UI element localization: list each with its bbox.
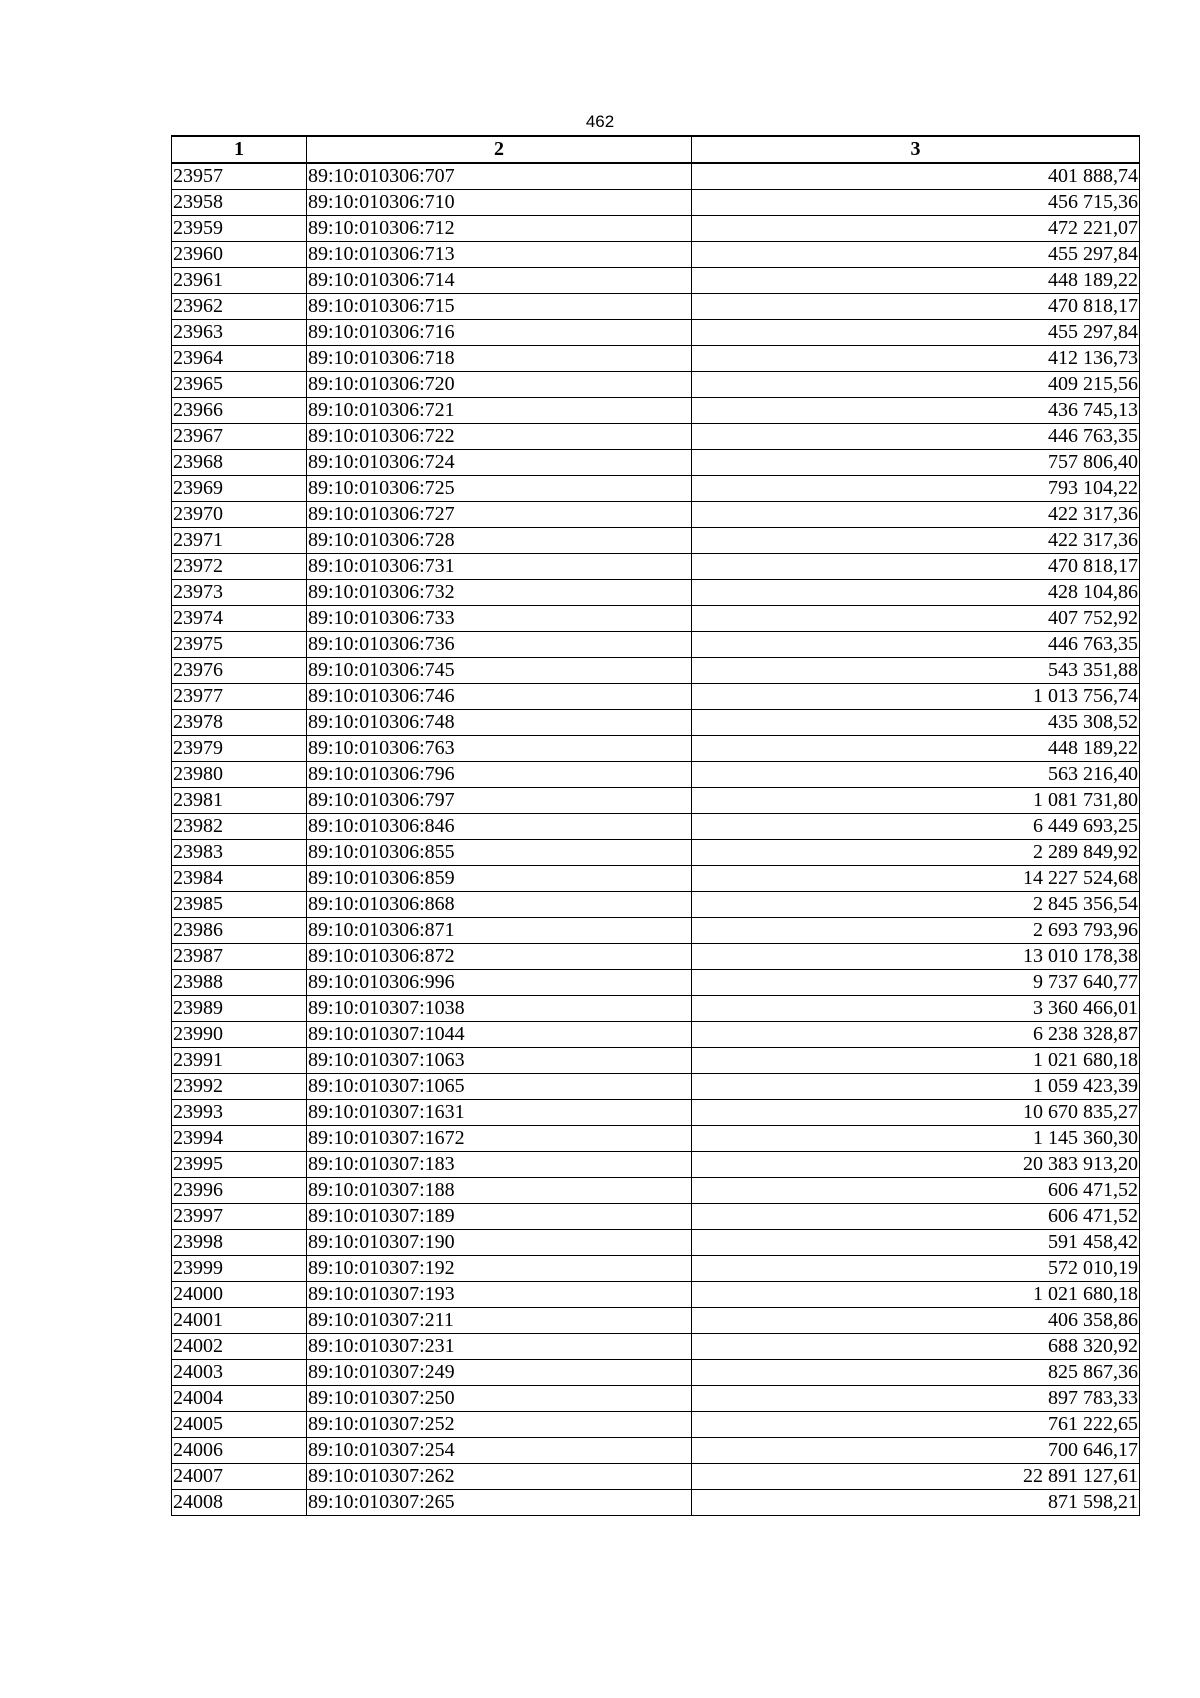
cadastral-number-cell: 89:10:010306:859 [307, 866, 692, 892]
table-row [172, 892, 1140, 918]
header-row [172, 136, 1140, 163]
cadastral-value-cell: 606 471,52 [692, 1178, 1140, 1204]
table-row [172, 840, 1140, 866]
cadastral-number-cell: 89:10:010306:748 [307, 710, 692, 736]
row-number-cell: 24007 [172, 1464, 307, 1490]
row-number-cell: 23961 [172, 268, 307, 294]
row-number-cell: 23965 [172, 372, 307, 398]
table-row [172, 163, 1140, 190]
row-number-cell: 23967 [172, 424, 307, 450]
cadastral-value-cell: 2 289 849,92 [692, 840, 1140, 866]
row-number-cell: 23995 [172, 1152, 307, 1178]
cadastral-number-cell: 89:10:010306:710 [307, 190, 692, 216]
cadastral-value-cell: 1 013 756,74 [692, 684, 1140, 710]
cadastral-value-cell: 543 351,88 [692, 658, 1140, 684]
row-number-cell: 23963 [172, 320, 307, 346]
cadastral-value-cell: 757 806,40 [692, 450, 1140, 476]
row-number-cell: 23962 [172, 294, 307, 320]
cadastral-value-cell: 700 646,17 [692, 1438, 1140, 1464]
cadastral-value-cell: 13 010 178,38 [692, 944, 1140, 970]
row-number-cell: 23996 [172, 1178, 307, 1204]
row-number-cell: 24003 [172, 1360, 307, 1386]
cadastral-value-cell: 446 763,35 [692, 632, 1140, 658]
table-row [172, 1204, 1140, 1230]
row-number-cell: 23979 [172, 736, 307, 762]
row-number-cell: 23959 [172, 216, 307, 242]
cadastral-value-cell: 871 598,21 [692, 1490, 1140, 1516]
table-row [172, 216, 1140, 242]
row-number-cell: 23994 [172, 1126, 307, 1152]
cadastral-number-cell: 89:10:010307:1672 [307, 1126, 692, 1152]
cadastral-value-cell: 563 216,40 [692, 762, 1140, 788]
cadastral-number-cell: 89:10:010307:189 [307, 1204, 692, 1230]
cadastral-number-cell: 89:10:010306:716 [307, 320, 692, 346]
row-number-cell: 23993 [172, 1100, 307, 1126]
row-number-cell: 23982 [172, 814, 307, 840]
table-row [172, 1230, 1140, 1256]
cadastral-number-cell: 89:10:010306:733 [307, 606, 692, 632]
row-number-cell: 23968 [172, 450, 307, 476]
cadastral-number-cell: 89:10:010307:265 [307, 1490, 692, 1516]
row-number-cell: 23980 [172, 762, 307, 788]
row-number-cell: 23999 [172, 1256, 307, 1282]
row-number-cell: 24001 [172, 1308, 307, 1334]
cadastral-number-cell: 89:10:010307:1065 [307, 1074, 692, 1100]
cadastral-number-cell: 89:10:010307:1063 [307, 1048, 692, 1074]
cadastral-value-cell: 761 222,65 [692, 1412, 1140, 1438]
table-row [172, 996, 1140, 1022]
table-row [172, 502, 1140, 528]
row-number-cell: 23989 [172, 996, 307, 1022]
cadastral-value-cell: 2 693 793,96 [692, 918, 1140, 944]
cadastral-number-cell: 89:10:010306:721 [307, 398, 692, 424]
row-number-cell: 23973 [172, 580, 307, 606]
cadastral-number-cell: 89:10:010307:183 [307, 1152, 692, 1178]
cadastral-number-cell: 89:10:010307:231 [307, 1334, 692, 1360]
table-row [172, 294, 1140, 320]
table-row [172, 1490, 1140, 1516]
cadastral-number-cell: 89:10:010306:724 [307, 450, 692, 476]
row-number-cell: 23985 [172, 892, 307, 918]
cadastral-number-cell: 89:10:010306:728 [307, 528, 692, 554]
cadastral-number-cell: 89:10:010307:188 [307, 1178, 692, 1204]
cadastral-number-cell: 89:10:010307:252 [307, 1412, 692, 1438]
cadastral-value-cell: 446 763,35 [692, 424, 1140, 450]
table-row [172, 320, 1140, 346]
row-number-cell: 23997 [172, 1204, 307, 1230]
cadastral-number-cell: 89:10:010307:192 [307, 1256, 692, 1282]
row-number-cell: 24006 [172, 1438, 307, 1464]
cadastral-number-cell: 89:10:010306:736 [307, 632, 692, 658]
cadastral-number-cell: 89:10:010306:707 [307, 163, 692, 190]
row-number-cell: 23970 [172, 502, 307, 528]
row-number-cell: 23972 [172, 554, 307, 580]
row-number-cell: 23974 [172, 606, 307, 632]
table-row [172, 1178, 1140, 1204]
table-row [172, 346, 1140, 372]
table-row [172, 1282, 1140, 1308]
cadastral-number-cell: 89:10:010307:1038 [307, 996, 692, 1022]
cadastral-number-cell: 89:10:010306:763 [307, 736, 692, 762]
row-number-cell: 23971 [172, 528, 307, 554]
table-row [172, 788, 1140, 814]
cadastral-value-cell: 572 010,19 [692, 1256, 1140, 1282]
row-number-cell: 23987 [172, 944, 307, 970]
cadastral-number-cell: 89:10:010306:715 [307, 294, 692, 320]
table-row [172, 190, 1140, 216]
cadastral-number-cell: 89:10:010306:745 [307, 658, 692, 684]
cadastral-value-cell: 455 297,84 [692, 320, 1140, 346]
cadastral-value-cell: 606 471,52 [692, 1204, 1140, 1230]
row-number-cell: 23958 [172, 190, 307, 216]
cadastral-value-cell: 20 383 913,20 [692, 1152, 1140, 1178]
cadastral-number-cell: 89:10:010306:746 [307, 684, 692, 710]
row-number-cell: 23966 [172, 398, 307, 424]
column-header-2: 2 [307, 136, 692, 163]
cadastral-number-cell: 89:10:010307:262 [307, 1464, 692, 1490]
row-number-cell: 23975 [172, 632, 307, 658]
cadastral-value-cell: 1 021 680,18 [692, 1282, 1140, 1308]
cadastral-value-cell: 455 297,84 [692, 242, 1140, 268]
cadastral-number-cell: 89:10:010306:727 [307, 502, 692, 528]
table-row [172, 1100, 1140, 1126]
cadastral-number-cell: 89:10:010306:725 [307, 476, 692, 502]
table-body [172, 163, 1140, 1516]
row-number-cell: 23988 [172, 970, 307, 996]
cadastral-value-cell: 688 320,92 [692, 1334, 1140, 1360]
row-number-cell: 23991 [172, 1048, 307, 1074]
row-number-cell: 23984 [172, 866, 307, 892]
row-number-cell: 23969 [172, 476, 307, 502]
cadastral-value-cell: 470 818,17 [692, 554, 1140, 580]
table-row [172, 814, 1140, 840]
table-row [172, 866, 1140, 892]
table-row [172, 1438, 1140, 1464]
table-row [172, 528, 1140, 554]
cadastral-value-cell: 9 737 640,77 [692, 970, 1140, 996]
row-number-cell: 24004 [172, 1386, 307, 1412]
cadastral-number-cell: 89:10:010306:846 [307, 814, 692, 840]
cadastral-number-cell: 89:10:010306:731 [307, 554, 692, 580]
row-number-cell: 24005 [172, 1412, 307, 1438]
cadastral-number-cell: 89:10:010307:193 [307, 1282, 692, 1308]
cadastral-number-cell: 89:10:010307:1631 [307, 1100, 692, 1126]
cadastral-value-cell: 428 104,86 [692, 580, 1140, 606]
table-row [172, 944, 1140, 970]
row-number-cell: 24002 [172, 1334, 307, 1360]
cadastral-value-cell: 10 670 835,27 [692, 1100, 1140, 1126]
row-number-cell: 23981 [172, 788, 307, 814]
table-row [172, 1308, 1140, 1334]
cadastral-number-cell: 89:10:010307:211 [307, 1308, 692, 1334]
row-number-cell: 23957 [172, 163, 307, 190]
table-row [172, 1256, 1140, 1282]
cadastral-value-cell: 422 317,36 [692, 528, 1140, 554]
row-number-cell: 23978 [172, 710, 307, 736]
table-row [172, 1048, 1140, 1074]
row-number-cell: 24008 [172, 1490, 307, 1516]
table-row [172, 1412, 1140, 1438]
cadastral-value-cell: 1 021 680,18 [692, 1048, 1140, 1074]
cadastral-number-cell: 89:10:010307:249 [307, 1360, 692, 1386]
table-row [172, 762, 1140, 788]
cadastral-number-cell: 89:10:010306:713 [307, 242, 692, 268]
table-row [172, 1464, 1140, 1490]
table-row [172, 268, 1140, 294]
table-row [172, 1022, 1140, 1048]
cadastral-value-cell: 22 891 127,61 [692, 1464, 1140, 1490]
table-row [172, 580, 1140, 606]
cadastral-value-cell: 422 317,36 [692, 502, 1140, 528]
cadastral-value-cell: 470 818,17 [692, 294, 1140, 320]
table-row [172, 450, 1140, 476]
table-header [172, 136, 1140, 163]
cadastral-value-cell: 6 449 693,25 [692, 814, 1140, 840]
cadastral-number-cell: 89:10:010306:714 [307, 268, 692, 294]
table-row [172, 1334, 1140, 1360]
cadastral-value-cell: 1 081 731,80 [692, 788, 1140, 814]
cadastral-value-cell: 448 189,22 [692, 736, 1140, 762]
cadastral-value-cell: 1 059 423,39 [692, 1074, 1140, 1100]
table-row [172, 632, 1140, 658]
column-header-3: 3 [692, 136, 1140, 163]
row-number-cell: 23990 [172, 1022, 307, 1048]
cadastral-value-cell: 6 238 328,87 [692, 1022, 1140, 1048]
row-number-cell: 23983 [172, 840, 307, 866]
table-row [172, 1386, 1140, 1412]
cadastral-value-cell: 1 145 360,30 [692, 1126, 1140, 1152]
table-row [172, 398, 1140, 424]
table-row [172, 1074, 1140, 1100]
table-row [172, 242, 1140, 268]
row-number-cell: 23992 [172, 1074, 307, 1100]
cadastral-number-cell: 89:10:010307:1044 [307, 1022, 692, 1048]
row-number-cell: 23998 [172, 1230, 307, 1256]
cadastral-number-cell: 89:10:010306:868 [307, 892, 692, 918]
column-header-1: 1 [172, 136, 307, 163]
cadastral-value-cell: 825 867,36 [692, 1360, 1140, 1386]
row-number-cell: 23977 [172, 684, 307, 710]
cadastral-number-cell: 89:10:010306:855 [307, 840, 692, 866]
cadastral-value-cell: 436 745,13 [692, 398, 1140, 424]
row-number-cell: 24000 [172, 1282, 307, 1308]
table-row [172, 736, 1140, 762]
table-row [172, 658, 1140, 684]
cadastral-number-cell: 89:10:010306:797 [307, 788, 692, 814]
cadastral-number-cell: 89:10:010307:254 [307, 1438, 692, 1464]
table-row [172, 684, 1140, 710]
table-row [172, 970, 1140, 996]
cadastral-value-cell: 435 308,52 [692, 710, 1140, 736]
cadastral-value-cell: 2 845 356,54 [692, 892, 1140, 918]
cadastral-number-cell: 89:10:010306:796 [307, 762, 692, 788]
table-row [172, 918, 1140, 944]
table-row [172, 476, 1140, 502]
cadastral-number-cell: 89:10:010307:190 [307, 1230, 692, 1256]
row-number-cell: 23986 [172, 918, 307, 944]
table-row [172, 424, 1140, 450]
cadastral-value-cell: 3 360 466,01 [692, 996, 1140, 1022]
row-number-cell: 23976 [172, 658, 307, 684]
cadastral-value-cell: 456 715,36 [692, 190, 1140, 216]
cadastral-number-cell: 89:10:010306:720 [307, 372, 692, 398]
cadastral-value-cell: 14 227 524,68 [692, 866, 1140, 892]
cadastral-value-cell: 409 215,56 [692, 372, 1140, 398]
cadastral-value-cell: 897 783,33 [692, 1386, 1140, 1412]
table-row [172, 1360, 1140, 1386]
cadastral-value-cell: 591 458,42 [692, 1230, 1140, 1256]
cadastral-value-cell: 401 888,74 [692, 163, 1140, 190]
page-number: 462 [585, 112, 615, 131]
table-row [172, 372, 1140, 398]
table-row [172, 1126, 1140, 1152]
cadastral-value-cell: 407 752,92 [692, 606, 1140, 632]
row-number-cell: 23960 [172, 242, 307, 268]
table-row [172, 1152, 1140, 1178]
cadastral-value-table [171, 135, 1140, 1516]
cadastral-number-cell: 89:10:010306:722 [307, 424, 692, 450]
cadastral-number-cell: 89:10:010306:718 [307, 346, 692, 372]
cadastral-number-cell: 89:10:010306:871 [307, 918, 692, 944]
table-row [172, 606, 1140, 632]
cadastral-number-cell: 89:10:010307:250 [307, 1386, 692, 1412]
cadastral-value-cell: 406 358,86 [692, 1308, 1140, 1334]
cadastral-number-cell: 89:10:010306:872 [307, 944, 692, 970]
cadastral-value-cell: 472 221,07 [692, 216, 1140, 242]
cadastral-number-cell: 89:10:010306:712 [307, 216, 692, 242]
cadastral-value-cell: 448 189,22 [692, 268, 1140, 294]
row-number-cell: 23964 [172, 346, 307, 372]
table-row [172, 554, 1140, 580]
cadastral-number-cell: 89:10:010306:996 [307, 970, 692, 996]
cadastral-value-cell: 793 104,22 [692, 476, 1140, 502]
table-row [172, 710, 1140, 736]
cadastral-value-cell: 412 136,73 [692, 346, 1140, 372]
cadastral-number-cell: 89:10:010306:732 [307, 580, 692, 606]
